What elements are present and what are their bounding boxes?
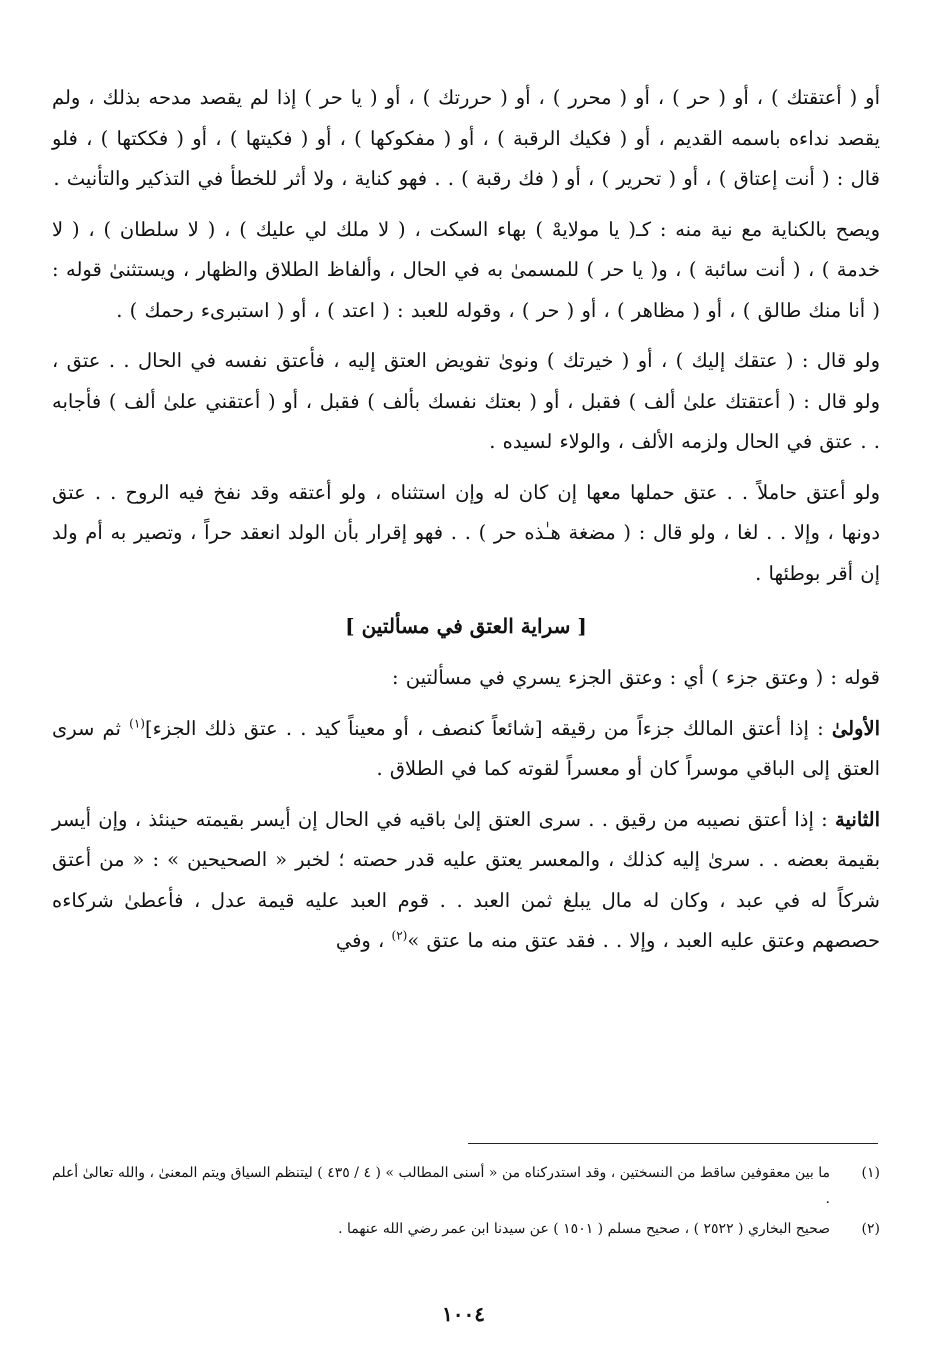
- second-case-text-a: : إذا أعتق نصيبه من رقيق . . سرى العتق إلىٰ باقيه في الحال إن أيسر بقيمته حينئذ ، وإن أيسر بقيمة بعضه . . سرىٰ إليه كذلك ، والمعسر يعتق عليه قدر حصته ؛ لخبر « الصحيحين » : « من أعتق شركاً له في عبد ، وكان له مال يبلغ ثمن العبد . . قوم العبد عليه قيمة عدل ، فأعطىٰ شركاءه حصصهم وعتق عليه العبد ، وإلا . . فقد عتق منه ما عتق »: [52, 807, 880, 952]
- footnotes: [52, 1160, 880, 1246]
- first-case-label: الأولىٰ: [831, 716, 880, 740]
- page-number: ١٠٠٤: [442, 1302, 485, 1326]
- first-case-paragraph: [52, 709, 880, 790]
- paragraph-4: ولو أعتق حاملاً . . عتق حملها معها إن كان له وإن استثناه ، ولو أعتقه وقد نفخ فيه الروح . . عتق دونها ، وإلا . . لغا ، ولو قال : ( مضغة هـٰذه حر ) . . فهو إقرار بأن الولد انعقد حراً ، وتصير به أم ولد إن أقر بوطئها .: [52, 480, 880, 585]
- footnote-number: (٢): [861, 1221, 880, 1237]
- second-case-label: الثانية: [835, 807, 880, 831]
- paragraph-2: ويصح بالكناية مع نية منه : كـ( يا مولايهْ ) بهاء السكت ، ( لا ملك لي عليك ) ، ( لا سلطان ) ، ( لا خدمة ) ، ( أنت سائبة ) ، و( يا حر ) للمسمىٰ به في الحال ، وألفاظ الطلاق والظهار ، ويستثنىٰ قوله : ( أنا منك طالق ) ، أو ( مظاهر ) ، أو ( حر ) ، وقوله للعبد : ( اعتد ) ، أو ( استبرىء رحمك ) .: [52, 217, 880, 322]
- paragraph-1: أو ( أعتقتك ) ، أو ( حر ) ، أو ( محرر ) ، أو ( حررتك ) ، أو ( يا حر ) إذا لم يقصد مدحه بذلك ، ولم يقصد نداءه باسمه القديم ، أو ( فكيك الرقبة ) ، أو ( مفكوكها ) ، أو ( فكيتها ) ، أو ( فككتها ) ، فلو قال : ( أنت إعتاق ) ، أو ( تحرير ) ، أو ( فك رقبة ) . . فهو كناية ، ولا أثر للخطأ في التذكير والتأنيث .: [52, 86, 880, 190]
- footnote-text: ما بين معقوفين ساقط من النسختين ، وقد استدركناه من « أسنى المطالب » ( ٤ / ٤٣٥ ) ليتنظم السياق ويتم المعنىٰ ، والله تعالىٰ أعلم .: [52, 1165, 831, 1207]
- first-case-text-a: : إذا أعتق المالك جزءاً من رقيقه [شائعاً كنصف ، أو معيناً كيد . . عتق ذلك الجزء]: [144, 716, 832, 740]
- footnote-divider: [468, 1143, 878, 1144]
- footnote-2: [52, 1216, 880, 1242]
- intro-paragraph: قوله : ( وعتق جزء ) أي : وعتق الجزء يسري في مسألتين :: [392, 666, 880, 689]
- footnote-ref-1[interactable]: (١): [129, 716, 145, 730]
- footnote-number: (١): [861, 1165, 880, 1181]
- second-case-paragraph: [52, 800, 880, 962]
- paragraph-3: ولو قال : ( عتقك إليك ) ، أو ( خيرتك ) ونوىٰ تفويض العتق إليه ، فأعتق نفسه في الحال . . عتق ، ولو قال : ( أعتقتك علىٰ ألف ) فقبل ، أو ( بعتك نفسك بألف ) فقبل ، أو ( أعتقني علىٰ ألف ) فأجابه . . عتق في الحال ولزمه الألف ، والولاء لسيده .: [52, 349, 880, 453]
- second-case-text-b: ، وفي: [335, 929, 392, 952]
- page-body: [52, 78, 880, 972]
- footnote-ref-2[interactable]: (٢): [391, 928, 408, 943]
- section-heading: [ سراية العتق في مسألتين ]: [345, 614, 587, 638]
- footnote-text: صحيح البخاري ( ٢٥٢٢ ) ، صحيح مسلم ( ١٥٠١ ) عن سيدنا ابن عمر رضي الله عنهما .: [338, 1221, 830, 1237]
- first-case-text-b: ثم سرى العتق إلى الباقي موسراً كان أو معسراً لقوته كما في الطلاق .: [52, 716, 880, 780]
- footnote-1: [52, 1160, 880, 1212]
